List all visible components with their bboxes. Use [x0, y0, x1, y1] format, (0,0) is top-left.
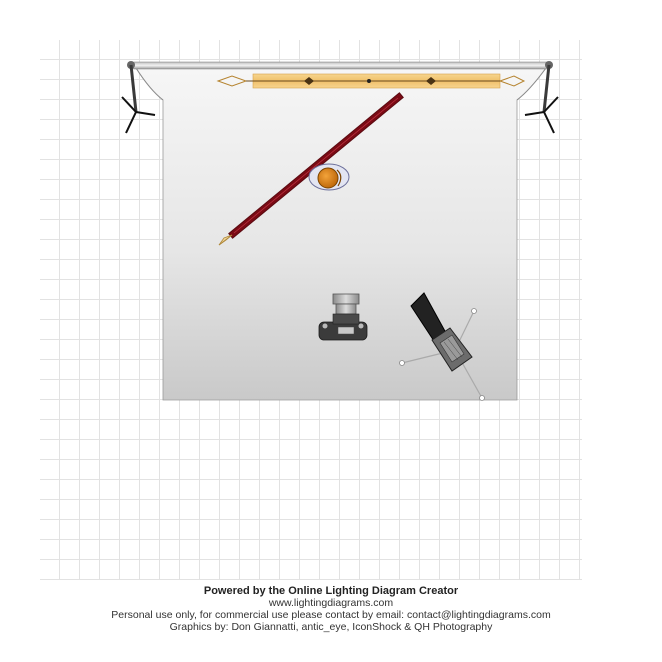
footer [0, 585, 662, 633]
backdrop-crossbar[interactable] [131, 62, 551, 69]
footer-url[interactable]: www.lightingdiagrams.com [268, 597, 394, 609]
model-head[interactable] [309, 164, 349, 190]
footer-credits: Graphics by: Don Giannatti, antic_eye, IconShock & QH Photography [169, 621, 493, 633]
footer-license: Personal use only, for commercial use please contact by email: contact@lightingdiagrams.com [111, 609, 551, 621]
paper-backdrop[interactable] [136, 68, 546, 400]
wooden-floor-strip[interactable] [218, 74, 524, 88]
footer-title: Powered by the Online Lighting Diagram Creator [203, 585, 459, 597]
